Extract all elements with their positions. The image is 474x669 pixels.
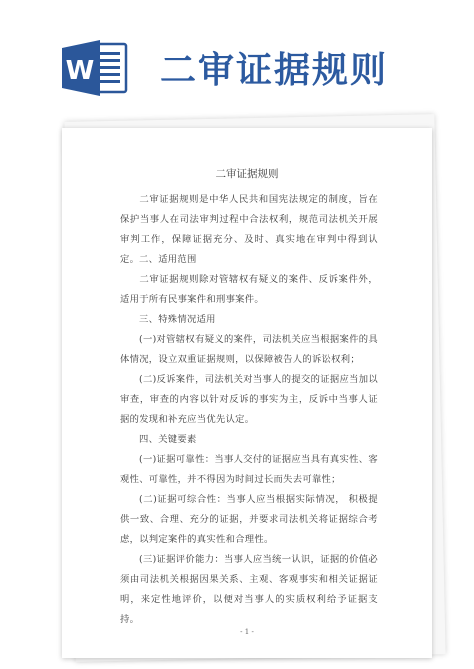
page-number: - 1 -: [240, 628, 254, 636]
paragraph-special-2: [120, 370, 378, 430]
heading-special: [120, 310, 378, 330]
document-page: [62, 128, 432, 658]
paragraph-intro-text: 二审证据规则是中华人民共和国宪法规定的制度，旨在保护当事人在司法审判过程中合法权利，规范司法机关开展审判工作，保障证据充分、及时、真实地在审判中得到认定。: [120, 194, 378, 265]
document-title: 二审证据规则: [215, 168, 279, 180]
heading-scope-text: 二、适用范围: [139, 254, 197, 265]
paragraph-key-1: [120, 450, 378, 490]
paragraph-key-1-text: (一)证据可靠性：当事人交付的证据应当具有真实性、客观性、可靠性，并不得因为时间过长而失去可靠性；: [120, 454, 378, 485]
paragraph-scope: [120, 270, 378, 310]
heading-special-text: 三、特殊情况适用: [139, 314, 216, 325]
word-logo-icon: [62, 38, 128, 98]
paragraph-key-3: [120, 550, 378, 630]
banner: [0, 0, 474, 118]
banner-title: 二审证据规则: [160, 50, 389, 91]
paragraph-key-3-text: (三)证据评价能力：当事人应当统一认识，证据的价值必须由司法机关根据因果关系、主观、客观事实和相关证据证明，来定性地评价，以便对当事人的实质权利给予证据支持。: [120, 554, 378, 625]
heading-key-elements-text: 四、关键要素: [139, 434, 197, 445]
paragraph-scope-text: 二审证据规则除对管辖权有疑义的案件、反诉案件外，适用于所有民事案件和刑事案件。: [120, 274, 378, 305]
paragraph-key-2-text: (二)证据可综合性：当事人应当根据实际情况， 积极提供一致、合理、充分的证据，并要求司法机关将证据综合考虑，以判定案件的真实性和合理性。: [120, 494, 378, 545]
heading-scope: [120, 250, 378, 270]
paragraph-key-2: [120, 490, 378, 550]
paragraph-special-1-text: (一)对管辖权有疑义的案件，司法机关应当根据案件的具体情况，设立双重证据规则，以保障被告人的诉讼权利；: [120, 334, 378, 365]
heading-key-elements: [120, 430, 378, 450]
logo-letter: W: [65, 56, 95, 86]
paragraph-special-2-text: (二)反诉案件，司法机关对当事人的提交的证据应当加以审查，审查的内容以针对反诉的事实为主，反诉中当事人证据的发现和补充应当优先认定。: [120, 374, 378, 425]
paragraph-special-1: [120, 330, 378, 370]
